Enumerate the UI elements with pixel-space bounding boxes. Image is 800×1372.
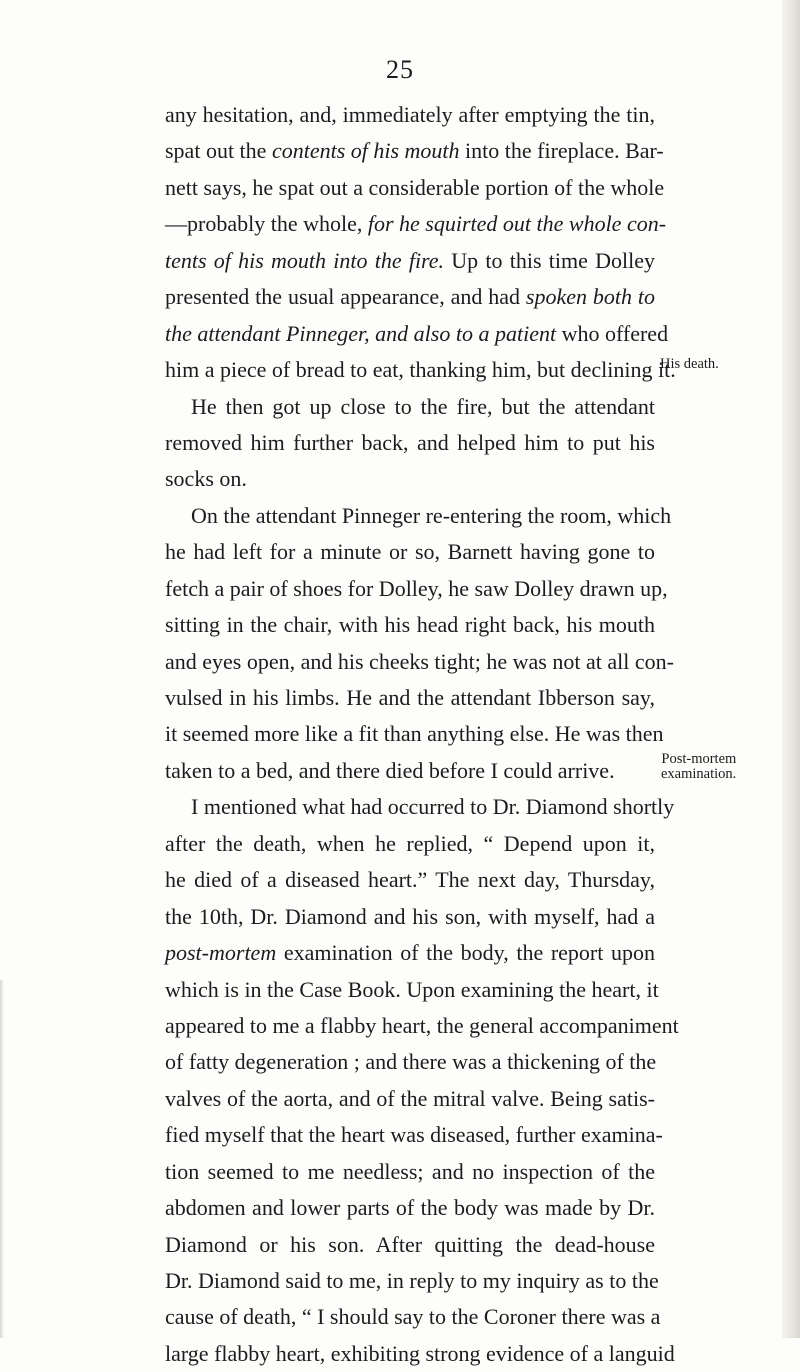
text-line [165, 279, 655, 315]
text-line [165, 97, 655, 133]
italic-run: spoken both to [525, 284, 655, 310]
text-line [165, 534, 655, 570]
text-run: cause of death, “ I should say to the Coroner there was a [165, 1304, 661, 1330]
text-line [165, 1227, 655, 1263]
margin-note-postmortem [661, 752, 736, 782]
text-run: into the fireplace. Bar- [459, 138, 664, 164]
text-line [165, 1263, 659, 1299]
text-line [165, 1190, 655, 1226]
text-line [165, 826, 655, 862]
text-line [165, 206, 667, 242]
text-run: I mentioned what had occurred to Dr. Diamond shortly [191, 794, 675, 820]
page-edge-left-shadow [0, 980, 4, 1338]
text-line [165, 972, 659, 1008]
text-run: which is in the Case Book. Upon examining the heart, it [165, 976, 659, 1002]
text-line [165, 498, 672, 534]
text-run: Dr. Diamond said to me, in reply to my inquiry as to the [165, 1268, 659, 1293]
text-run: after the death, when he replied, “ Depend upon it, [165, 830, 655, 856]
text-line [165, 352, 676, 388]
text-line [165, 243, 655, 279]
italic-run: the attendant Pinneger, and also to a patient [165, 320, 557, 346]
text-run: removed him further back, and helped him to put his [165, 429, 655, 455]
text-run: he had left for a minute or so, Barnett having gone to [165, 539, 655, 565]
text-run: nett says, he spat out a considerable portion of the whole [165, 174, 665, 200]
text-run: vulsed in his limbs. He and the attendant Ibberson say, [165, 685, 655, 710]
text-run: large flabby heart, exhibiting strong evidence of a languid [165, 1340, 675, 1366]
text-run: valves of the aorta, and of the mitral valve. Being satis- [165, 1085, 655, 1111]
text-run: who offered [556, 320, 669, 346]
text-line [165, 1081, 655, 1117]
text-run: fetch a pair of shoes for Dolley, he saw Dolley drawn up, [165, 575, 668, 601]
text-line [165, 716, 664, 752]
text-line [165, 680, 655, 716]
text-run: fied myself that the heart was diseased, further examina- [165, 1122, 663, 1148]
text-line [165, 899, 655, 935]
text-line [165, 1154, 655, 1190]
italic-run: post-mortem [165, 940, 277, 966]
text-run: it seemed more like a fit than anything else. He was then [165, 721, 664, 747]
body-text [165, 97, 679, 1372]
text-run: of fatty degeneration ; and there was a thickening of the [165, 1049, 657, 1075]
text-line [165, 753, 655, 789]
text-run: —probably the whole, [165, 211, 368, 237]
text-line [165, 425, 655, 461]
italic-run: tents of his mouth into the fire. [165, 247, 445, 273]
text-line [165, 461, 655, 497]
text-run: taken to a bed, and there died before I could arrive. [165, 757, 615, 783]
text-run: any hesitation, and, immediately after emptying the tin, [165, 102, 655, 127]
text-line [165, 316, 669, 352]
text-run: spat out the [165, 138, 272, 164]
text-run: Diamond or his son. After quitting the dead-house [165, 1231, 655, 1257]
text-line [165, 1299, 661, 1335]
text-run: examination of the body, the report upon [276, 940, 655, 966]
page-number: 25 [386, 55, 414, 84]
text-run: and eyes open, and his cheeks tight; he was not at all con- [165, 648, 674, 674]
margin-note-death: His death. [660, 356, 719, 372]
text-line [165, 789, 675, 825]
text-line [165, 644, 674, 680]
text-run: tion seemed to me needless; and no inspection of the [165, 1158, 655, 1184]
text-line [165, 389, 655, 425]
text-line [165, 170, 665, 206]
margin-note-postmortem-line2: examination. [661, 766, 737, 782]
text-run: socks on. [165, 466, 247, 492]
text-line [165, 1117, 663, 1153]
text-line [165, 571, 668, 607]
text-run: him a piece of bread to eat, thanking him, but declining it. [165, 357, 676, 383]
text-line [165, 935, 655, 971]
text-line [165, 607, 655, 643]
text-line [165, 1336, 675, 1372]
margin-note-postmortem-line1: Post-mortem [661, 751, 737, 767]
text-run: presented the usual appearance, and had [165, 284, 526, 310]
text-line [165, 862, 655, 898]
italic-run: contents of his mouth [271, 138, 460, 164]
italic-run: for he squirted out the whole con- [367, 211, 667, 237]
text-run: he died of a diseased heart.” The next day, Thursday, [165, 867, 655, 893]
text-line [165, 1044, 655, 1080]
text-run: Up to this time Dolley [444, 247, 655, 273]
text-line [165, 1008, 679, 1044]
page-edge-shadow [782, 0, 800, 1338]
text-run: On the attendant Pinneger re-entering the room, which [191, 502, 672, 528]
text-line [165, 133, 664, 169]
text-run: sitting in the chair, with his head right back, his mouth [165, 612, 655, 638]
text-run: abdomen and lower parts of the body was made by Dr. [165, 1195, 655, 1221]
text-run: He then got up close to the fire, but the attendant [191, 393, 655, 419]
text-run: appeared to me a flabby heart, the general accompaniment [165, 1012, 679, 1038]
text-run: the 10th, Dr. Diamond and his son, with myself, had a [165, 903, 655, 929]
